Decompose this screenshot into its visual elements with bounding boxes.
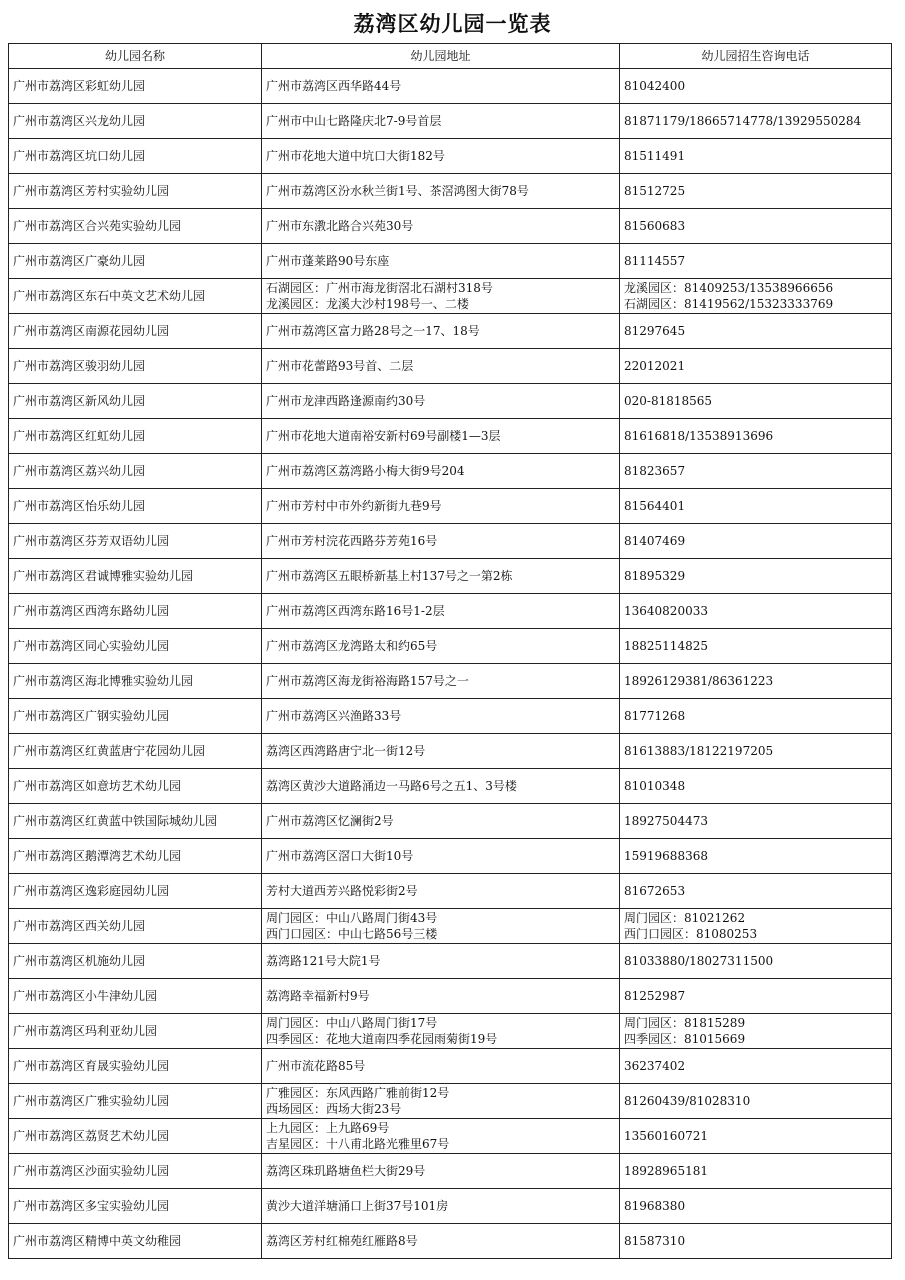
kindergarten-name: 广州市荔湾区南源花园幼儿园 — [9, 314, 262, 349]
kindergarten-phone — [620, 769, 892, 804]
kindergarten-address — [262, 314, 620, 349]
kindergarten-address — [262, 244, 620, 279]
table-row — [9, 419, 892, 454]
kindergarten-name: 广州市荔湾区红黄蓝中铁国际城幼儿园 — [9, 804, 262, 839]
address-line: 广州市芳村浣花西路芬芳苑16号 — [266, 534, 438, 548]
kindergarten-address — [262, 524, 620, 559]
kindergarten-phone — [620, 174, 892, 209]
address-line: 广州市中山七路隆庆北7-9号首层 — [266, 114, 442, 128]
kindergarten-address — [262, 1119, 620, 1154]
address-line: 荔湾路幸福新村9号 — [266, 989, 370, 1003]
kindergarten-phone — [620, 1014, 892, 1049]
kindergarten-name: 广州市荔湾区芳村实验幼儿园 — [9, 174, 262, 209]
kindergarten-address — [262, 734, 620, 769]
address-line: 广州市芳村中市外约新街九巷9号 — [266, 499, 442, 513]
kindergarten-phone — [620, 1119, 892, 1154]
kindergarten-address — [262, 209, 620, 244]
kindergarten-name: 广州市荔湾区骏羽幼儿园 — [9, 349, 262, 384]
table-row — [9, 769, 892, 804]
kindergarten-phone — [620, 664, 892, 699]
kindergarten-phone — [620, 104, 892, 139]
kindergarten-address — [262, 1224, 620, 1259]
kindergarten-phone — [620, 979, 892, 1014]
phone-line: 石湖园区：81419562/15323333769 — [624, 297, 834, 311]
table-row — [9, 209, 892, 244]
kindergarten-address — [262, 489, 620, 524]
kindergarten-name: 广州市荔湾区坑口幼儿园 — [9, 139, 262, 174]
address-line: 荔湾区黄沙大道路涌边一马路6号之五1、3号楼 — [266, 779, 517, 793]
kindergarten-address — [262, 839, 620, 874]
address-line: 芳村大道西芳兴路悦彩街2号 — [266, 884, 418, 898]
kindergarten-phone — [620, 314, 892, 349]
address-line: 荔湾区芳村红棉苑红雁路8号 — [266, 1234, 418, 1248]
kindergarten-phone — [620, 1189, 892, 1224]
address-line: 广州市荔湾区五眼桥新基上村137号之一第2栋 — [266, 569, 513, 583]
kindergarten-name: 广州市荔湾区君诚博雅实验幼儿园 — [9, 559, 262, 594]
phone-line: 81511491 — [624, 149, 686, 163]
table-row — [9, 139, 892, 174]
table-row — [9, 594, 892, 629]
phone-line: 龙溪园区：81409253/13538966656 — [624, 281, 834, 295]
kindergarten-name: 广州市荔湾区逸彩庭园幼儿园 — [9, 874, 262, 909]
kindergarten-address — [262, 699, 620, 734]
phone-line: 81616818/13538913696 — [624, 429, 774, 443]
kindergarten-name: 广州市荔湾区同心实验幼儿园 — [9, 629, 262, 664]
header-name: 幼儿园名称 — [9, 44, 262, 69]
phone-line: 81297645 — [624, 324, 686, 338]
address-line: 广州市荔湾区汾水秋兰街1号、茶滘鸿图大街78号 — [266, 184, 529, 198]
kindergarten-name: 广州市荔湾区新风幼儿园 — [9, 384, 262, 419]
kindergarten-phone — [620, 734, 892, 769]
address-line: 广州市龙津西路逢源南约30号 — [266, 394, 426, 408]
kindergarten-address — [262, 1014, 620, 1049]
phone-line: 81033880/18027311500 — [624, 954, 774, 968]
table-row — [9, 1224, 892, 1259]
phone-line: 81672653 — [624, 884, 686, 898]
kindergarten-name: 广州市荔湾区兴龙幼儿园 — [9, 104, 262, 139]
kindergarten-address — [262, 104, 620, 139]
phone-line: 13560160721 — [624, 1129, 708, 1143]
kindergarten-address — [262, 594, 620, 629]
address-line: 石湖园区：广州市海龙街滘北石湖村318号 — [266, 281, 493, 295]
kindergarten-phone — [620, 489, 892, 524]
kindergarten-name: 广州市荔湾区红虹幼儿园 — [9, 419, 262, 454]
kindergarten-address — [262, 944, 620, 979]
kindergarten-name: 广州市荔湾区芬芳双语幼儿园 — [9, 524, 262, 559]
phone-line: 18825114825 — [624, 639, 708, 653]
address-line: 广州市荔湾区荔湾路小梅大街9号204 — [266, 464, 465, 478]
phone-line: 周门园区：81815289 — [624, 1016, 746, 1030]
kindergarten-phone — [620, 874, 892, 909]
kindergarten-table — [8, 43, 892, 1259]
table-row — [9, 1014, 892, 1049]
address-line: 广雅园区：东风西路广雅前街12号 — [266, 1086, 450, 1100]
kindergarten-name: 广州市荔湾区育晟实验幼儿园 — [9, 1049, 262, 1084]
kindergarten-address — [262, 629, 620, 664]
kindergarten-phone — [620, 629, 892, 664]
kindergarten-address — [262, 419, 620, 454]
table-row — [9, 699, 892, 734]
address-line: 广州市荔湾区富力路28号之一17、18号 — [266, 324, 480, 338]
table-row — [9, 454, 892, 489]
phone-line: 020-81818565 — [624, 394, 713, 408]
table-row — [9, 1049, 892, 1084]
kindergarten-address — [262, 1084, 620, 1119]
kindergarten-phone — [620, 69, 892, 104]
phone-line: 22012021 — [624, 359, 686, 373]
table-row — [9, 1154, 892, 1189]
kindergarten-address — [262, 279, 620, 314]
kindergarten-address — [262, 1189, 620, 1224]
kindergarten-address — [262, 979, 620, 1014]
header-address: 幼儿园地址 — [262, 44, 620, 69]
table-row — [9, 1084, 892, 1119]
kindergarten-name: 广州市荔湾区合兴苑实验幼儿园 — [9, 209, 262, 244]
table-row — [9, 314, 892, 349]
kindergarten-phone — [620, 349, 892, 384]
kindergarten-name: 广州市荔湾区红黄蓝唐宁花园幼儿园 — [9, 734, 262, 769]
address-line: 黄沙大道洋塘涌口上街37号101房 — [266, 1199, 449, 1213]
kindergarten-name: 广州市荔湾区如意坊艺术幼儿园 — [9, 769, 262, 804]
kindergarten-address — [262, 559, 620, 594]
phone-line: 15919688368 — [624, 849, 708, 863]
table-row — [9, 804, 892, 839]
kindergarten-phone — [620, 1154, 892, 1189]
kindergarten-phone — [620, 454, 892, 489]
address-line: 广州市花蕾路93号首、二层 — [266, 359, 414, 373]
kindergarten-name: 广州市荔湾区广雅实验幼儿园 — [9, 1084, 262, 1119]
table-row — [9, 839, 892, 874]
kindergarten-phone — [620, 699, 892, 734]
table-row — [9, 559, 892, 594]
address-line: 广州市荔湾区海龙街裕海路157号之一 — [266, 674, 469, 688]
phone-line: 81042400 — [624, 79, 686, 93]
kindergarten-phone — [620, 594, 892, 629]
kindergarten-phone — [620, 1084, 892, 1119]
kindergarten-phone — [620, 1049, 892, 1084]
kindergarten-name: 广州市荔湾区广钢实验幼儿园 — [9, 699, 262, 734]
phone-line: 18927504473 — [624, 814, 708, 828]
address-line: 周门园区：中山八路周门街43号 — [266, 911, 438, 925]
table-row — [9, 384, 892, 419]
kindergarten-phone — [620, 279, 892, 314]
phone-line: 81871179/18665714778/13929550284 — [624, 114, 862, 128]
phone-line: 81587310 — [624, 1234, 686, 1248]
table-row — [9, 629, 892, 664]
kindergarten-address — [262, 174, 620, 209]
address-line: 广州市流花路85号 — [266, 1059, 366, 1073]
phone-line: 18926129381/86361223 — [624, 674, 774, 688]
kindergarten-name: 广州市荔湾区海北博雅实验幼儿园 — [9, 664, 262, 699]
kindergarten-address — [262, 664, 620, 699]
address-line: 吉星园区：十八甫北路光雅里67号 — [266, 1137, 450, 1151]
kindergarten-phone — [620, 384, 892, 419]
phone-line: 36237402 — [624, 1059, 686, 1073]
kindergarten-name: 广州市荔湾区小牛津幼儿园 — [9, 979, 262, 1014]
table-row — [9, 979, 892, 1014]
kindergarten-name: 广州市荔湾区西关幼儿园 — [9, 909, 262, 944]
kindergarten-name: 广州市荔湾区荔贤艺术幼儿园 — [9, 1119, 262, 1154]
kindergarten-name: 广州市荔湾区彩虹幼儿园 — [9, 69, 262, 104]
page-title: 荔湾区幼儿园一览表 — [353, 12, 552, 36]
phone-line: 81895329 — [624, 569, 686, 583]
kindergarten-address — [262, 349, 620, 384]
kindergarten-address — [262, 139, 620, 174]
kindergarten-phone — [620, 839, 892, 874]
kindergarten-name: 广州市荔湾区怡乐幼儿园 — [9, 489, 262, 524]
kindergarten-phone — [620, 139, 892, 174]
address-line: 荔湾区珠玑路塘鱼栏大街29号 — [266, 1164, 426, 1178]
phone-line: 81260439/81028310 — [624, 1094, 751, 1108]
table-row — [9, 734, 892, 769]
address-line: 西门口园区：中山七路56号三楼 — [266, 927, 438, 941]
phone-line: 81823657 — [624, 464, 686, 478]
phone-line: 81010348 — [624, 779, 686, 793]
address-line: 广州市荔湾区忆澜街2号 — [266, 814, 394, 828]
address-line: 广州市花地大道中坑口大街182号 — [266, 149, 445, 163]
address-line: 荔湾路121号大院1号 — [266, 954, 381, 968]
kindergarten-address — [262, 769, 620, 804]
kindergarten-name: 广州市荔湾区多宝实验幼儿园 — [9, 1189, 262, 1224]
kindergarten-name: 广州市荔湾区西湾东路幼儿园 — [9, 594, 262, 629]
kindergarten-address — [262, 1049, 620, 1084]
header-phone: 幼儿园招生咨询电话 — [620, 44, 892, 69]
kindergarten-name: 广州市荔湾区广豪幼儿园 — [9, 244, 262, 279]
table-row — [9, 104, 892, 139]
kindergarten-address — [262, 909, 620, 944]
phone-line: 81407469 — [624, 534, 686, 548]
phone-line: 81114557 — [624, 254, 686, 268]
table-row — [9, 524, 892, 559]
phone-line: 81560683 — [624, 219, 686, 233]
kindergarten-address — [262, 384, 620, 419]
phone-line: 81968380 — [624, 1199, 686, 1213]
address-line: 四季园区：花地大道南四季花园雨菊街19号 — [266, 1032, 498, 1046]
kindergarten-phone — [620, 524, 892, 559]
address-line: 广州市荔湾区兴渔路33号 — [266, 709, 402, 723]
address-line: 广州市荔湾区滘口大街10号 — [266, 849, 414, 863]
kindergarten-phone — [620, 419, 892, 454]
kindergarten-name: 广州市荔湾区精博中英文幼稚园 — [9, 1224, 262, 1259]
kindergarten-address — [262, 874, 620, 909]
phone-line: 13640820033 — [624, 604, 708, 618]
table-row — [9, 1189, 892, 1224]
table-row — [9, 944, 892, 979]
table-row — [9, 874, 892, 909]
address-line: 广州市花地大道南裕安新村69号副楼1—3层 — [266, 429, 501, 443]
kindergarten-name: 广州市荔湾区荔兴幼儿园 — [9, 454, 262, 489]
kindergarten-phone — [620, 1224, 892, 1259]
kindergarten-name: 广州市荔湾区东石中英文艺术幼儿园 — [9, 279, 262, 314]
address-line: 西场园区：西场大街23号 — [266, 1102, 402, 1116]
address-line: 周门园区：中山八路周门街17号 — [266, 1016, 438, 1030]
kindergarten-phone — [620, 944, 892, 979]
kindergarten-name: 广州市荔湾区沙面实验幼儿园 — [9, 1154, 262, 1189]
kindergarten-name: 广州市荔湾区机施幼儿园 — [9, 944, 262, 979]
kindergarten-phone — [620, 804, 892, 839]
table-row — [9, 244, 892, 279]
address-line: 广州市荔湾区西湾东路16号1-2层 — [266, 604, 445, 618]
table-row — [9, 489, 892, 524]
phone-line: 18928965181 — [624, 1164, 708, 1178]
address-line: 广州市东漖北路合兴苑30号 — [266, 219, 414, 233]
kindergarten-phone — [620, 244, 892, 279]
table-row — [9, 174, 892, 209]
address-line: 龙溪园区：龙溪大沙村198号一、二楼 — [266, 297, 469, 311]
table-row — [9, 909, 892, 944]
kindergarten-phone — [620, 209, 892, 244]
address-line: 广州市荔湾区西华路44号 — [266, 79, 402, 93]
kindergarten-phone — [620, 559, 892, 594]
table-row — [9, 69, 892, 104]
table-header-row — [9, 44, 892, 69]
kindergarten-address — [262, 1154, 620, 1189]
kindergarten-phone — [620, 909, 892, 944]
address-line: 荔湾区西湾路唐宁北一街12号 — [266, 744, 426, 758]
kindergarten-address — [262, 69, 620, 104]
kindergarten-name: 广州市荔湾区鹅潭湾艺术幼儿园 — [9, 839, 262, 874]
phone-line: 81252987 — [624, 989, 686, 1003]
phone-line: 四季园区：81015669 — [624, 1032, 746, 1046]
kindergarten-name: 广州市荔湾区玛利亚幼儿园 — [9, 1014, 262, 1049]
phone-line: 81613883/18122197205 — [624, 744, 774, 758]
phone-line: 周门园区：81021262 — [624, 911, 746, 925]
table-row — [9, 349, 892, 384]
address-line: 上九园区：上九路69号 — [266, 1121, 390, 1135]
table-row — [9, 664, 892, 699]
phone-line: 81564401 — [624, 499, 686, 513]
table-row — [9, 279, 892, 314]
address-line: 广州市蓬莱路90号东座 — [266, 254, 390, 268]
kindergarten-address — [262, 454, 620, 489]
table-row — [9, 1119, 892, 1154]
address-line: 广州市荔湾区龙湾路太和约65号 — [266, 639, 438, 653]
kindergarten-address — [262, 804, 620, 839]
phone-line: 81512725 — [624, 184, 686, 198]
phone-line: 西门口园区：81080253 — [624, 927, 758, 941]
phone-line: 81771268 — [624, 709, 686, 723]
